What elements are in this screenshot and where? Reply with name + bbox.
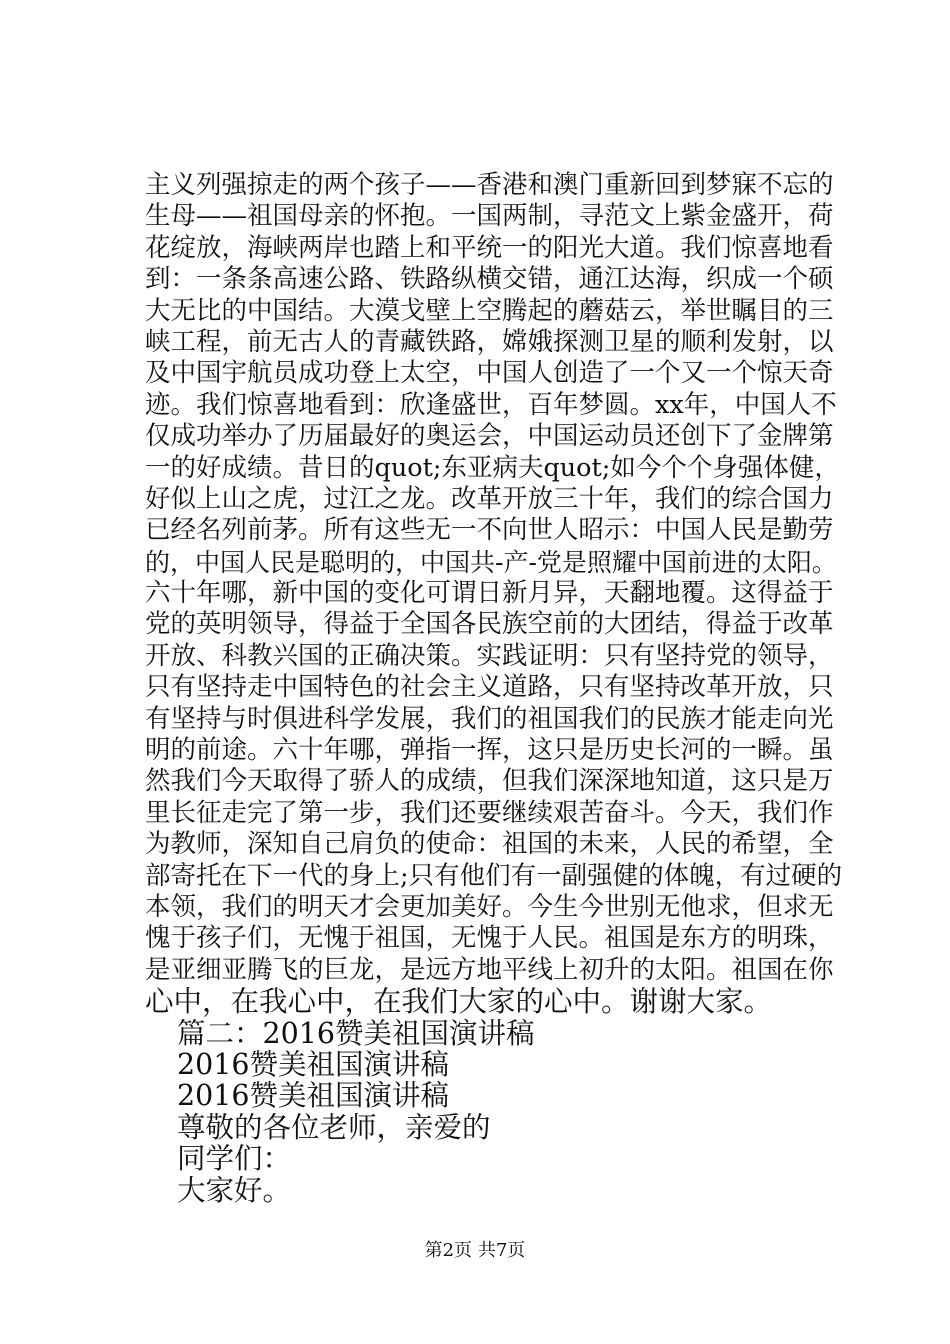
speech-title: 2016赞美祖国演讲稿 (177, 1047, 450, 1081)
text-line: 党的英明领导，得益于全国各民族空前的大团结，得益于改革 (145, 609, 834, 640)
salutation-line: 尊敬的各位老师，亲爱的 (177, 1110, 491, 1144)
text-line: 仅成功举办了历届最好的奥运会，中国运动员还创下了金牌第 (145, 421, 834, 452)
text-line: 迹。我们惊喜地看到：欣逢盛世，百年梦圆。xx年，中国人不 (145, 389, 837, 420)
greeting-line: 大家好。 (177, 1173, 292, 1207)
text-line: 到：一条条高速公路、铁路纵横交错，通江达海，织成一个硕 (145, 264, 834, 295)
text-line: 心中，在我心中，在我们大家的心中。谢谢大家。 (145, 985, 773, 1019)
speech-title: 2016赞美祖国演讲稿 (177, 1079, 450, 1113)
text-line: 六十年哪，新中国的变化可谓日新月异，天翻地覆。这得益于 (145, 578, 834, 609)
text-line: 愧于孩子们，无愧于祖国，无愧于人民。祖国是东方的明珠， (145, 923, 834, 954)
text-line: 开放、科教兴国的正确决策。实践证明：只有坚持党的领导， (145, 640, 834, 671)
speech-body (145, 170, 845, 1206)
text-line: 有坚持与时俱进科学发展，我们的祖国我们的民族才能走向光 (145, 703, 834, 734)
text-line: 大无比的中国结。大漠戈壁上空腾起的蘑菇云，举世瞩目的三 (145, 295, 834, 326)
text-line: 好似上山之虎，过江之龙。改革开放三十年，我们的综合国力 (145, 483, 834, 514)
salutation-line: 同学们： (177, 1142, 292, 1176)
speech-paragraph (145, 170, 845, 1018)
text-line: 部寄托在下一代的身上;只有他们有一副强健的体魄，有过硬的 (145, 860, 843, 891)
text-line: 花绽放，海峡两岸也踏上和平统一的阳光大道。我们惊喜地看 (145, 232, 834, 263)
text-line: 已经名列前茅。所有这些无一不向世人昭示：中国人民是勤劳 (145, 515, 834, 546)
text-line: 为教师，深知自己肩负的使命：祖国的未来，人民的希望，全 (145, 829, 834, 860)
text-line: 本领，我们的明天才会更加美好。今生今世别无他求，但求无 (145, 891, 834, 922)
text-line: 只有坚持走中国特色的社会主义道路，只有坚持改革开放，只 (145, 672, 834, 703)
text-line: 明的前途。六十年哪，弹指一挥，这只是历史长河的一瞬。虽 (145, 735, 834, 766)
text-line: 一的好成绩。昔日的quot;东亚病夫quot;如今个个身强体健， (145, 452, 840, 483)
text-line: 里长征走完了第一步，我们还要继续艰苦奋斗。今天，我们作 (145, 797, 834, 828)
text-line: 及中国宇航员成功登上太空，中国人创造了一个又一个惊天奇 (145, 358, 834, 389)
section-heading: 篇二：2016赞美祖国演讲稿 (177, 1016, 535, 1050)
page-number-footer: 第2页 共7页 (424, 1240, 526, 1261)
text-line: 是亚细亚腾飞的巨龙，是远方地平线上初升的太阳。祖国在你 (145, 954, 834, 985)
text-line: 峡工程，前无古人的青藏铁路，嫦娥探测卫星的顺利发射，以 (145, 326, 834, 357)
text-line: 主义列强掠走的两个孩子——香港和澳门重新回到梦寐不忘的 (145, 170, 834, 200)
section-two (145, 1018, 845, 1206)
text-line: 的，中国人民是聪明的，中国共-产-党是照耀中国前进的太阳。 (145, 547, 837, 577)
text-line: 生母——祖国母亲的怀抱。一国两制，寻范文上紫金盛开，荷 (145, 201, 834, 232)
text-line: 然我们今天取得了骄人的成绩，但我们深深地知道，这只是万 (145, 766, 834, 797)
